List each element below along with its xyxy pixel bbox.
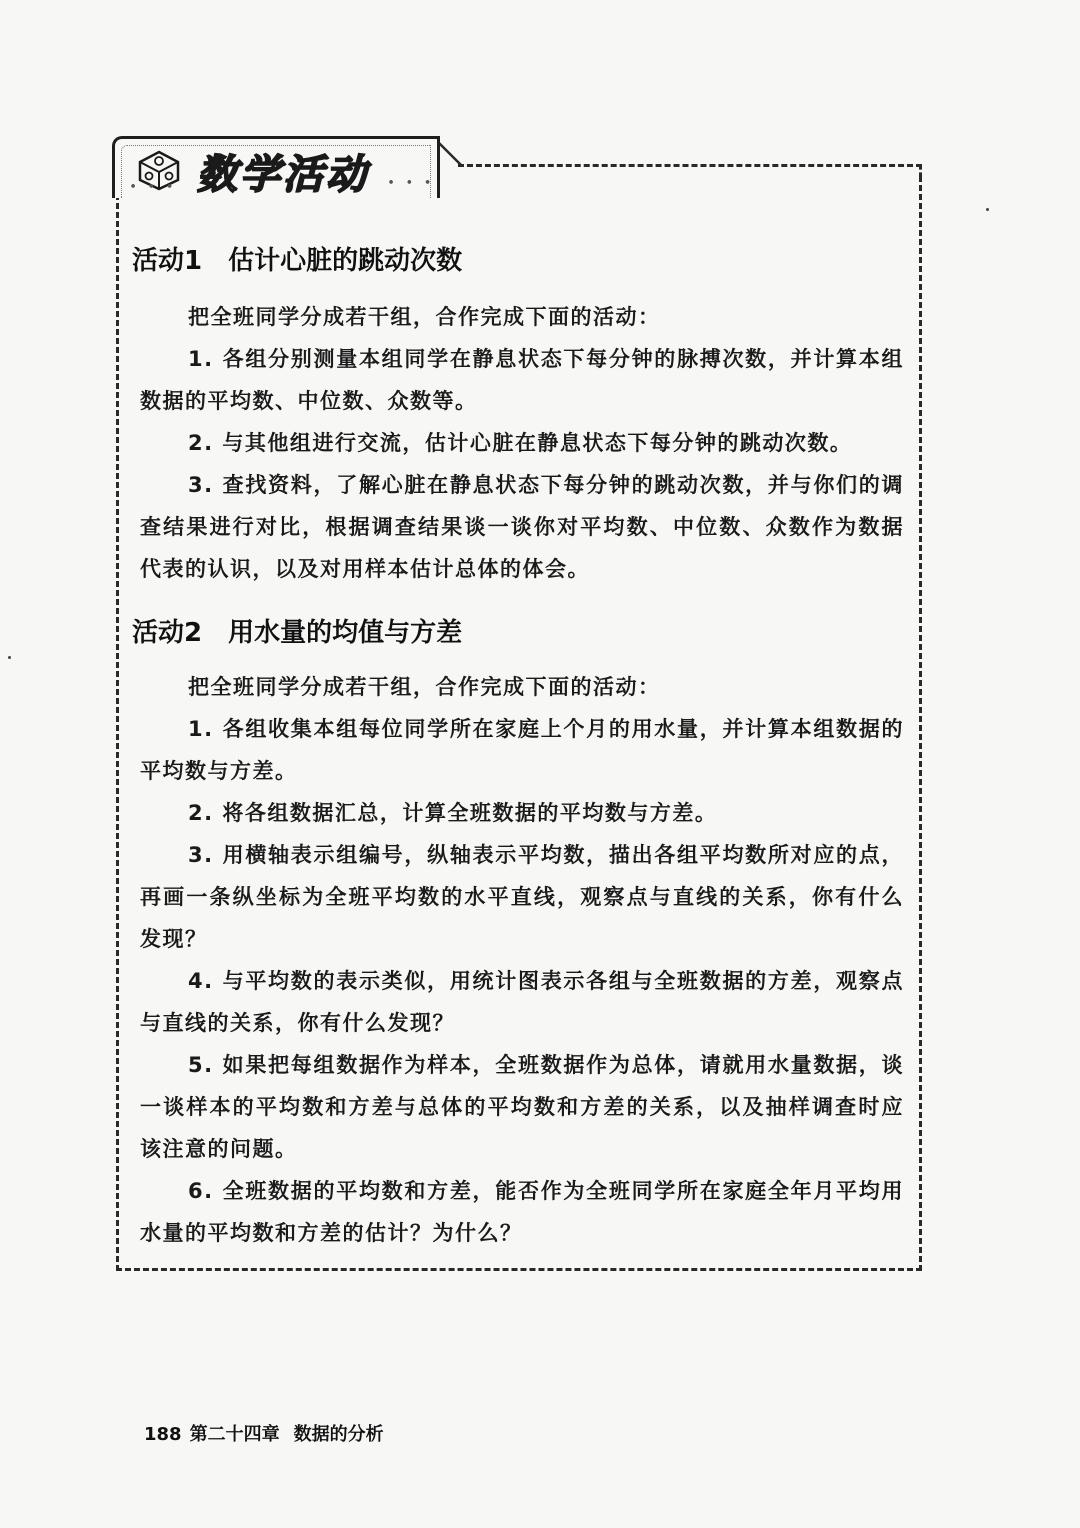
activity2-step5: 5. 如果把每组数据作为样本，全班数据作为总体，请就用水量数据，谈一谈样本的平均数和方差与总体的平均数和方差的关系，以及抽样调查时应该注意的问题。 [140,1053,904,1161]
activity1-title: 估计心脏的跳动次数 [228,246,463,276]
section-title: 数学活动 [197,151,369,198]
activity2-step3: 3. 用横轴表示组编号，纵轴表示平均数，描出各组平均数所对应的点，再画一条纵坐标为全班平均数的水平直线，观察点与直线的关系，你有什么发现？ [140,843,904,951]
frame-corner-slant [436,140,466,168]
section-title-tab [112,136,440,198]
decorative-dots-left: ∙ ∙ ∙ [129,179,177,194]
activity2-title: 用水量的均值与方差 [228,618,463,648]
page-footer [144,1420,384,1446]
activity1-heading [132,240,462,277]
activity1-step3: 3. 查找资料，了解心脏在静息状态下每分钟的跳动次数，并与你们的调查结果进行对比，根据调查结果谈一谈你对平均数、中位数、众数作为数据代表的认识，以及对用样本估计总体的体会。 [140,473,904,581]
activity-box-top-edge [458,164,922,178]
decorative-dots-right: ∙ ∙ ∙ [387,175,435,190]
activity1-label: 活动1 [132,246,203,276]
chapter-label: 第二十四章 [189,1424,280,1445]
activity1-intro: 把全班同学分成若干组，合作完成下面的活动： [188,305,661,329]
activity2-step6: 6. 全班数据的平均数和方差，能否作为全班同学所在家庭全年月平均用水量的平均数和方差的估计？为什么？ [140,1179,904,1245]
activity2-step4: 4. 与平均数的表示类似，用统计图表示各组与全班数据的方差，观察点与直线的关系，你有什么发现？ [140,969,904,1035]
activity1-step1: 1. 各组分别测量本组同学在静息状态下每分钟的脉搏次数，并计算本组数据的平均数、中位数、众数等。 [140,347,904,413]
activity2-step1: 1. 各组收集本组每位同学所在家庭上个月的用水量，并计算本组数据的平均数与方差。 [140,717,904,783]
activity2-heading [132,612,462,649]
activity1-step2: 2. 与其他组进行交流，估计心脏在静息状态下每分钟的跳动次数。 [188,431,853,455]
activity2-step2: 2. 将各组数据汇总，计算全班数据的平均数与方差。 [188,801,718,825]
chapter-title: 数据的分析 [293,1424,384,1445]
scan-speck [986,208,989,211]
scan-speck [8,656,11,659]
activity2-label: 活动2 [132,618,203,648]
page-number: 188 [144,1424,182,1445]
activity2-intro: 把全班同学分成若干组，合作完成下面的活动： [188,675,661,699]
